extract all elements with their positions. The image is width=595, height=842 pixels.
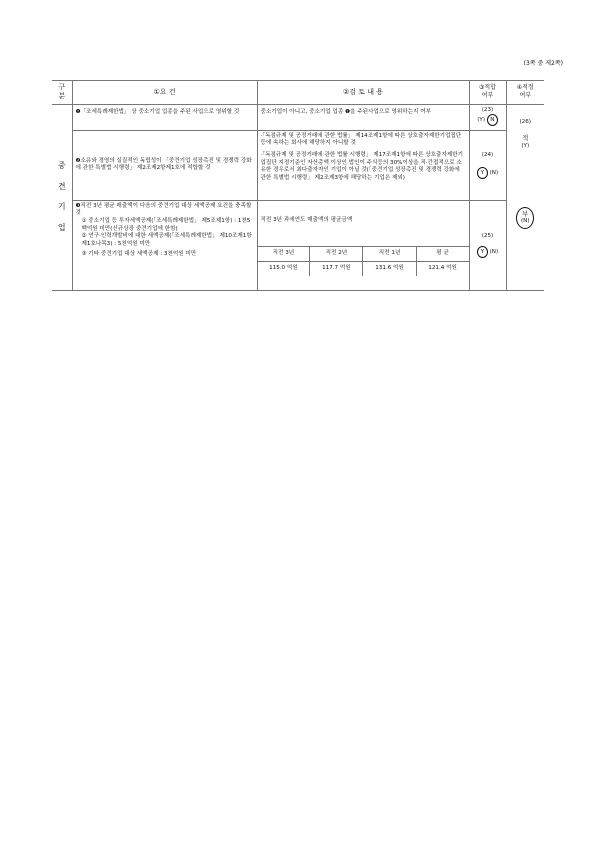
final-mid-label: 적 [522,134,529,143]
review-table [52,80,544,291]
category-char: 업 [57,223,66,233]
fit-1 [469,104,506,130]
revenue-header: 직전 1년 [363,247,416,262]
header-fit-line2: 여부 [481,92,494,100]
review-2 [257,130,469,200]
header-fit-line1: ③적합 [479,84,496,92]
fit-1-number: (23) [481,106,494,113]
fit-2-number: (24) [481,151,494,158]
final-cell [506,104,544,290]
review-2-item-2: ·「독점규제 및 공정거래에 관한 법률 시행령」 제17조제1항에 따른 상호출자제한기업집단 지정기준인 자산총액 이상인 법인이 주식등의 30%이상을 직·간접적으로 소유한 경우로서 최다출자자인 기업이 아닐 것(「중견기업 성장촉진 및 경쟁력 강화에 관한 특별법 시행령」 제2조제3항에 해당하는 기업은 제외) [260,151,464,181]
category-char: 견 [57,181,66,191]
requirement-2: ❷소유와 경영의 실질적인 독립성이 「중견기업 성장촉진 및 경쟁력 강화에 관한 특별법 시행령」 제2조제2항제1호에 적합할 것 [72,130,257,200]
review-1: 중소기업이 아니고, 중소기업 업종 ❶을 주된사업으로 영위하는지 여부 [257,104,469,130]
fit-2-y-selected: Y [477,167,488,179]
header-review: ②검 토 내 용 [257,81,469,105]
requirement-3-sub-3: ③ 기타 중견기업 대상 세액공제 : 3천억원 미만 [81,251,197,258]
revenue-value: 131.6 억원 [363,261,416,275]
category-char: 중 [57,160,66,170]
requirement-3-main: ❸직전 3년 평균 매출액이 다음의 중견기업 대상 세액공제 요건을 충족할 것 [75,202,252,217]
revenue-header: 직전 3년 [258,247,310,262]
header-gubun: 구분 [52,81,72,105]
revenue-value: 117.7 억원 [310,261,363,275]
header-final-line1: ④적정 [516,84,534,92]
requirement-3-sub-2: ② 연구·인력개발비에 대한 세액공제(「조세특례제한법」 제10조제1항제1호나목3) : 5천억원 미만 [81,233,252,247]
header-requirement: ①요 건 [72,81,257,105]
revenue-value: 121.4 억원 [416,261,468,275]
revenue-value-row [258,261,469,275]
revenue-header: 직전 2년 [310,247,363,262]
final-mid-y: (Y) [521,143,530,150]
requirement-3 [72,200,257,290]
review-2-item-1: ·「독점규제 및 공정거래에 관한 법률」 제14조제1항에 따른 상호출자제한기업집단등에 속하는 회사에 해당하지 아니할 것 [260,132,462,147]
fit-3-n: N [491,249,496,256]
category-char: 기 [57,202,66,212]
row-industry [52,104,544,130]
fit-3 [469,200,506,290]
row-independence [52,130,544,200]
fit-3-y-selected: Y [477,246,488,258]
final-result-label: 부 [522,209,529,218]
review-3-title: 직전 3년 과세연도 매출액의 평균금액 [260,216,353,223]
row-revenue [52,200,544,290]
page-info: (3쪽 중 제2쪽) [523,60,563,67]
revenue-table [258,246,469,275]
final-number: (26) [519,118,531,125]
fit-3-number: (25) [481,232,494,239]
requirement-1: ❶「조세특례제한법」 상 중소기업 업종을 주된 사업으로 영위할 것 [72,104,257,130]
header-final-line2: 여부 [519,92,532,100]
final-result-selected [516,207,534,229]
category-cell [52,104,72,290]
revenue-header-row [258,247,469,262]
revenue-value: 115.0 억원 [258,261,310,275]
fit-3-choice: Y (N) [473,246,503,258]
revenue-header: 평 균 [416,247,468,262]
header-fit [469,81,506,105]
header-final [506,81,544,105]
final-result-n: (N) [520,217,530,224]
fit-2 [469,130,506,200]
fit-1-y: Y [479,117,483,124]
header-row [52,81,544,105]
fit-2-n: N [491,170,496,177]
review-3 [257,200,469,290]
fit-2-choice: Y (N) [473,167,503,179]
fit-1-n-selected: N [487,114,498,126]
requirement-3-sub-1: ① 중소기업 등 투자세액공제(「조세특례제한법」 제5조제1항) : 1천5백억원 미만(신규상장 중견기업에 한함) [81,217,251,232]
fit-1-choice: (Y) N [473,114,503,126]
